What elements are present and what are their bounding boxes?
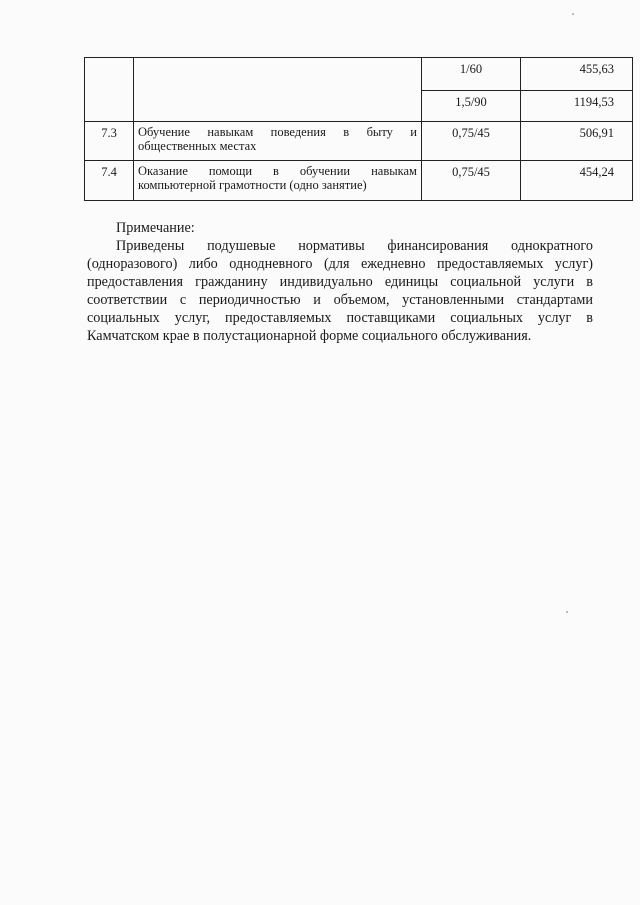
service-name-word: Оказание [138, 164, 188, 178]
service-name-word: помощи [208, 164, 253, 178]
price-cell: 454,24 [521, 161, 633, 201]
service-name-word: навыкам [207, 125, 254, 139]
service-name-cell [134, 122, 422, 161]
table-row [85, 161, 633, 201]
service-name-word: поведения [270, 125, 326, 139]
service-name-word: в [343, 125, 350, 139]
price-cell: 506,91 [521, 122, 633, 161]
note-paragraph: Приведены подушевые нормативы финансирования однократного (одноразового) либо однодневного (для ежедневно предоставляемых услуг) предоставления гражданину индивидуально единицы социальной услуги в соответствии с периодичностью и объемом, установленными стандартами социальных услуг, предоставляемых поставщиками социальных услуг в Камчатском крае в полустационарной форме социального обслуживания. [87, 238, 593, 344]
ratio-cell: 1/60 [422, 58, 521, 91]
service-name-word: в [272, 164, 279, 178]
service-name-word: быту [366, 125, 393, 139]
row-number-cell: 7.4 [85, 161, 134, 201]
scan-speck [566, 611, 568, 613]
service-name-line: общественных местах [138, 139, 257, 153]
note-section [87, 219, 593, 345]
ratio-cell: 0,75/45 [422, 161, 521, 201]
price-cell: 455,63 [521, 58, 633, 91]
table-row [85, 58, 633, 91]
service-name-line [138, 125, 417, 139]
service-name-word: и [410, 125, 417, 139]
price-cell: 1194,53 [521, 91, 633, 122]
service-name-word: Обучение [138, 125, 190, 139]
ratio-cell: 0,75/45 [422, 122, 521, 161]
service-name-line: компьютерной грамотности (одно занятие) [138, 178, 367, 192]
service-name-word: обучении [299, 164, 351, 178]
service-name-line [138, 164, 417, 178]
service-name-cell [134, 58, 422, 122]
service-name-cell [134, 161, 422, 201]
ratio-cell: 1,5/90 [422, 91, 521, 122]
row-number-cell: 7.3 [85, 122, 134, 161]
financing-norms-table [84, 57, 633, 201]
table-row [85, 122, 633, 161]
note-title: Примечание: [116, 220, 195, 236]
scan-speck [572, 13, 574, 15]
service-name-word: навыкам [371, 164, 417, 178]
row-number-cell [85, 58, 134, 122]
